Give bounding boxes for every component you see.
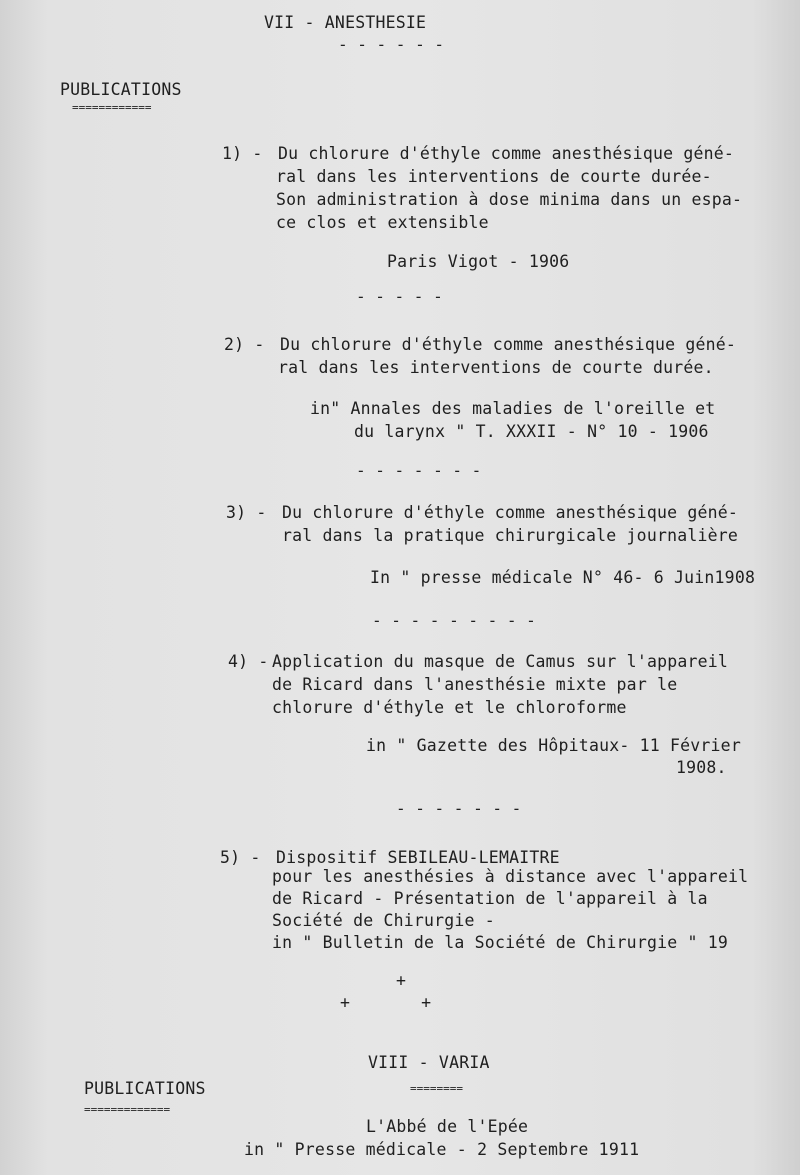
item-line: Application du masque de Camus sur l'appareil (272, 652, 729, 671)
item-number: 3) - (226, 503, 267, 522)
item-line: Société de Chirurgie - (272, 911, 495, 930)
section-7-label-rule: ============ (72, 101, 152, 114)
item-line: Du chlorure d'éthyle comme anesthésique géné- (278, 144, 735, 163)
item-number: 5) - (220, 848, 261, 867)
section-7-label: PUBLICATIONS (60, 80, 182, 99)
section-8-label: PUBLICATIONS (84, 1079, 206, 1098)
item-source: in " Gazette des Hôpitaux- 11 Février (366, 736, 741, 755)
item-separator: - - - - - - - (396, 799, 522, 818)
item-number: 1) - (222, 144, 263, 163)
item-line: Son administration à dose minima dans un espa- (276, 190, 743, 209)
item-separator: - - - - - - - (356, 461, 482, 480)
section-8-label-rule: ============= (84, 1103, 171, 1116)
item-line: ral dans les interventions de courte durée. (278, 358, 714, 377)
item-source: Paris Vigot - 1906 (387, 252, 570, 271)
ornament-top: + (396, 971, 407, 990)
item-line: de Ricard dans l'anesthésie mixte par le (272, 675, 678, 694)
item-line: ce clos et extensible (276, 213, 489, 232)
item-separator: - - - - - - - - - (372, 611, 536, 630)
item-separator: - - - - - (356, 287, 443, 306)
ornament-bottom: + + (340, 993, 432, 1012)
item-line: Du chlorure d'éthyle comme anesthésique géné- (280, 335, 737, 354)
item-line: ral dans les interventions de courte durée- (276, 167, 712, 186)
section-8-entry: L'Abbé de l'Epée (366, 1117, 529, 1136)
item-source: du larynx " T. XXXII - N° 10 - 1906 (354, 422, 709, 441)
item-line: de Ricard - Présentation de l'appareil à la (272, 889, 708, 908)
section-7-title-rule: - - - - - - (338, 35, 444, 54)
item-line: pour les anesthésies à distance avec l'appareil (272, 867, 749, 886)
item-line: Du chlorure d'éthyle comme anesthésique géné- (282, 503, 739, 522)
section-8-source: in " Presse médicale - 2 Septembre 1911 (244, 1140, 640, 1159)
item-line: in " Bulletin de la Société de Chirurgie " 19 (272, 933, 729, 952)
section-8-title: VIII - VARIA (368, 1053, 490, 1072)
item-number: 2) - (224, 335, 265, 354)
section-7-title: VII - ANESTHESIE (264, 13, 427, 32)
item-source: In " presse médicale N° 46- 6 Juin1908 (370, 568, 756, 587)
item-number: 4) - (228, 652, 269, 671)
section-8-title-rule: ======== (410, 1082, 463, 1095)
item-source: 1908. (676, 758, 727, 777)
item-source: in" Annales des maladies de l'oreille et (310, 399, 716, 418)
item-line: chlorure d'éthyle et le chloroforme (272, 698, 627, 717)
item-line: ral dans la pratique chirurgicale journalière (282, 526, 739, 545)
item-line: Dispositif SEBILEAU-LEMAITRE (276, 848, 560, 867)
